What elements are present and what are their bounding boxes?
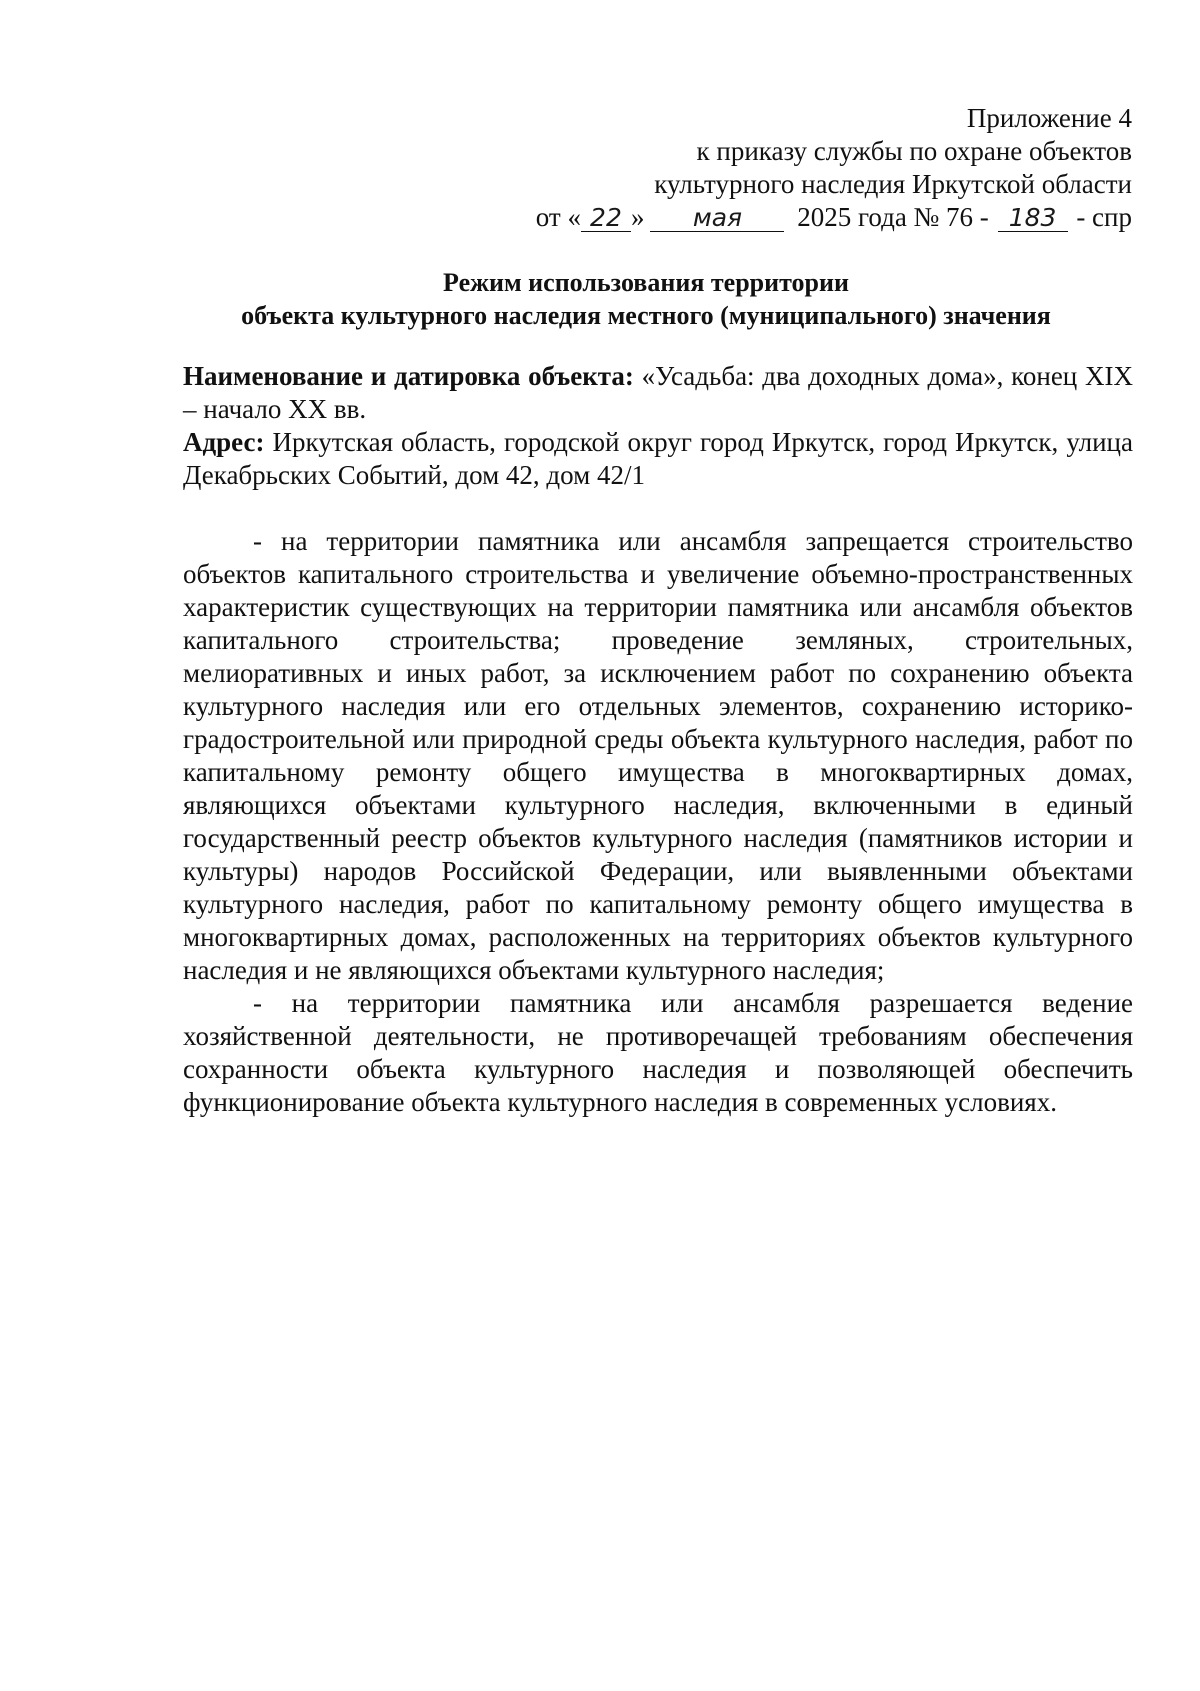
- object-name: [183, 360, 1133, 426]
- appendix-date-line: [492, 201, 1132, 234]
- document-title: [160, 266, 1132, 332]
- order-year-text: 2025 года № 76 -: [797, 202, 989, 232]
- address-label: Адрес:: [183, 427, 265, 457]
- title-line-1: Режим использования территории: [443, 268, 849, 297]
- object-name-value: «Усадьба: два доходных дома», конец XIX – начало XX вв.: [183, 361, 1133, 424]
- appendix-authority: культурного наследия Иркутской области: [654, 169, 1132, 199]
- spacer: [183, 492, 1133, 525]
- date-prefix: от «: [535, 202, 581, 232]
- handwritten-day: 22: [581, 205, 631, 232]
- address-value: Иркутская область, городской округ город Иркутск, город Иркутск, улица Декабрьских Событий, дом 42, дом 42/1: [183, 427, 1133, 490]
- paragraph-permissions: - на территории памятника или ансамбля разрешается ведение хозяйственной деятельности, не противоречащей требованиям обеспечения сохранности объекта культурного наследия и позволяющей обеспечить функционирование объекта культурного наследия в современных условиях.: [183, 988, 1133, 1117]
- object-name-label: Наименование и датировка объекта:: [183, 361, 634, 391]
- object-address: [183, 426, 1133, 492]
- order-suffix: - спр: [1076, 202, 1132, 232]
- title-line-2: объекта культурного наследия местного (муниципального) значения: [241, 301, 1051, 330]
- document-body: [183, 360, 1133, 1119]
- handwritten-order-number: 183: [998, 205, 1068, 232]
- appendix-order-ref: к приказу службы по охране объектов: [696, 136, 1132, 166]
- handwritten-month: мая: [650, 205, 784, 232]
- paragraph-prohibitions: - на территории памятника или ансамбля запрещается строительство объектов капитального строительства и увеличение объемно-пространственных характеристик существующих на территории памятника или ансамбля объектов капитального строительства; проведение земляных, строительных, мелиоративных и иных работ, за исключением работ по сохранению объекта культурного наследия или его отдельных элементов, сохранению историко-градостроительной или природной среды объекта культурного наследия, работ по капитальному ремонту общего имущества в многоквартирных домах, являющихся объектами культурного наследия, включенными в единый государственный реестр объектов культурного наследия (памятников истории и культуры) народов Российской Федерации, или выявленными объектами культурного наследия, работ по капитальному ремонту общего имущества в многоквартирных домах, расположенных на территориях объектов культурного наследия и не являющихся объектами культурного наследия;: [183, 526, 1133, 985]
- appendix-number: Приложение 4: [966, 103, 1132, 133]
- appendix-header: [492, 102, 1132, 234]
- date-quote-close: »: [630, 202, 645, 232]
